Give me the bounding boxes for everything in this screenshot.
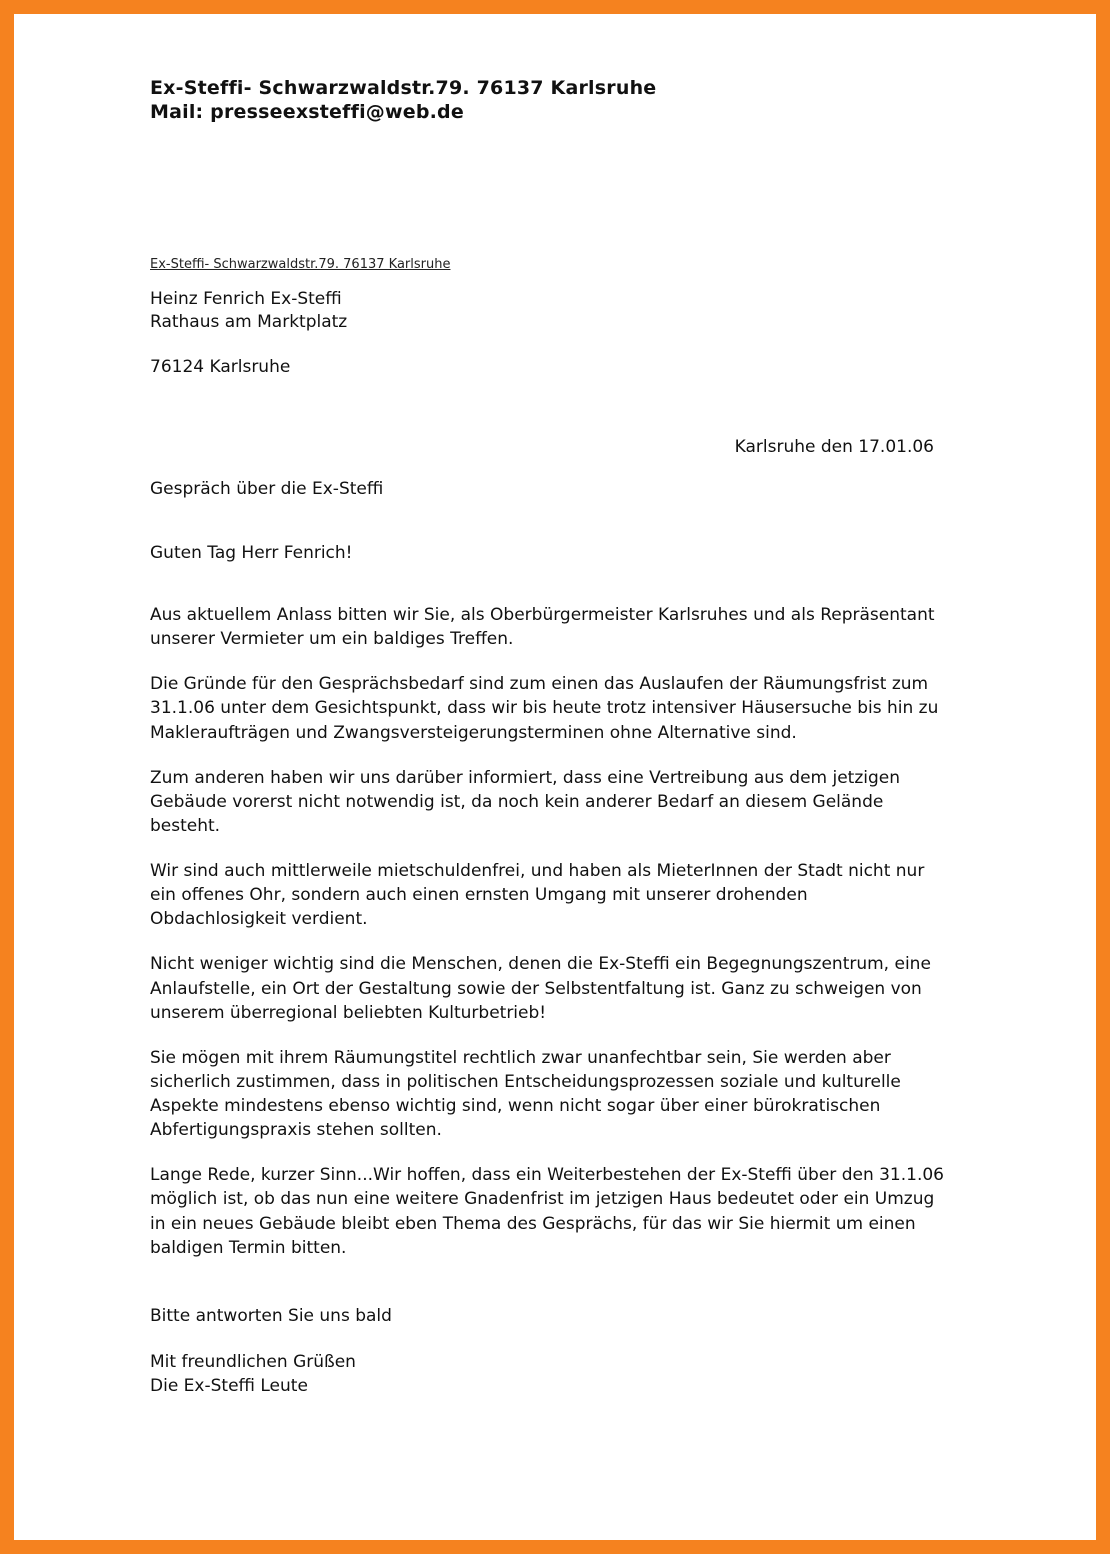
- letterhead-address: Ex-Steffi- Schwarzwaldstr.79. 76137 Karlsruhe: [150, 77, 657, 99]
- recipient-block: [150, 288, 948, 334]
- letter-content: [14, 14, 1096, 1540]
- date-line: Karlsruhe den 17.01.06: [734, 437, 934, 458]
- paragraph: Sie mögen mit ihrem Räumungstitel rechtlich zwar unanfechtbar sein, Sie werden aber sicherlich zustimmen, dass in politischen Entscheidungsprozessen soziale und kulturelle Aspekte mindestens ebenso wichtig sind, wenn nicht sogar über einer bürokratischen Abfertigungspraxis stehen sollten.: [150, 1047, 901, 1141]
- paragraph: Zum anderen haben wir uns darüber informiert, dass eine Vertreibung aus dem jetzigen Gebäude vorerst nicht notwendig ist, da noch kein anderer Bedarf an diesem Gelände besteht.: [150, 767, 901, 836]
- paragraph: Wir sind auch mittlerweile mietschuldenfrei, und haben als MieterInnen der Stadt nicht nur ein offenes Ohr, sondern auch einen ernsten Umgang mit unserer drohenden Obdachlosigkeit verdient.: [150, 861, 925, 930]
- subject-line: Gespräch über die Ex-Steffi: [150, 479, 384, 500]
- recipient-name: Heinz Fenrich Ex-Steffi: [150, 289, 342, 310]
- closing-greeting: Mit freundlichen Grüßen: [150, 1351, 356, 1372]
- recipient-zip-city: 76124 Karlsruhe: [150, 357, 291, 378]
- sender-return-address: Ex-Steffi- Schwarzwaldstr.79. 76137 Karlsruhe: [150, 256, 451, 272]
- letter-body: [150, 603, 948, 1260]
- paragraph: Aus aktuellem Anlass bitten wir Sie, als Oberbürgermeister Karlsruhes und als Repräsentant unserer Vermieter um ein baldiges Treffen.: [150, 605, 935, 650]
- letterhead-email: Mail: presseexsteffi@web.de: [150, 101, 464, 124]
- closing-signature: Die Ex-Steffi Leute: [150, 1376, 308, 1397]
- paragraph: Die Gründe für den Gesprächsbedarf sind zum einen das Auslaufen der Räumungsfrist zum 31.1.06 unter dem Gesichtspunkt, dass wir bis heute trotz intensiver Häusersuche bis hin zu Makleraufträgen und Zwangsversteigerungsterminen ohne Alternative sind.: [150, 674, 939, 743]
- paragraph: Nicht weniger wichtig sind die Menschen, denen die Ex-Steffi ein Begegnungszentrum, eine Anlaufstelle, ein Ort der Gestaltung sowie der Selbstentfaltung ist. Ganz zu schweigen von unserem überregional beliebten Kulturbetrieb!: [150, 954, 931, 1023]
- closing-block: [150, 1350, 948, 1398]
- paragraph: Lange Rede, kurzer Sinn...Wir hoffen, dass ein Weiterbestehen der Ex-Steffi über den 31.1.06 möglich ist, ob das nun eine weitere Gnadenfrist im jetzigen Haus bedeutet oder ein Umzug in ein neues Gebäude bleibt eben Thema des Gesprächs, für das wir Sie hiermit um einen baldigen Termin bitten.: [150, 1165, 945, 1258]
- recipient-street: Rathaus am Marktplatz: [150, 312, 348, 333]
- letterhead: [150, 76, 948, 125]
- closing-request: Bitte antworten Sie uns bald: [150, 1305, 392, 1326]
- salutation: Guten Tag Herr Fenrich!: [150, 543, 353, 564]
